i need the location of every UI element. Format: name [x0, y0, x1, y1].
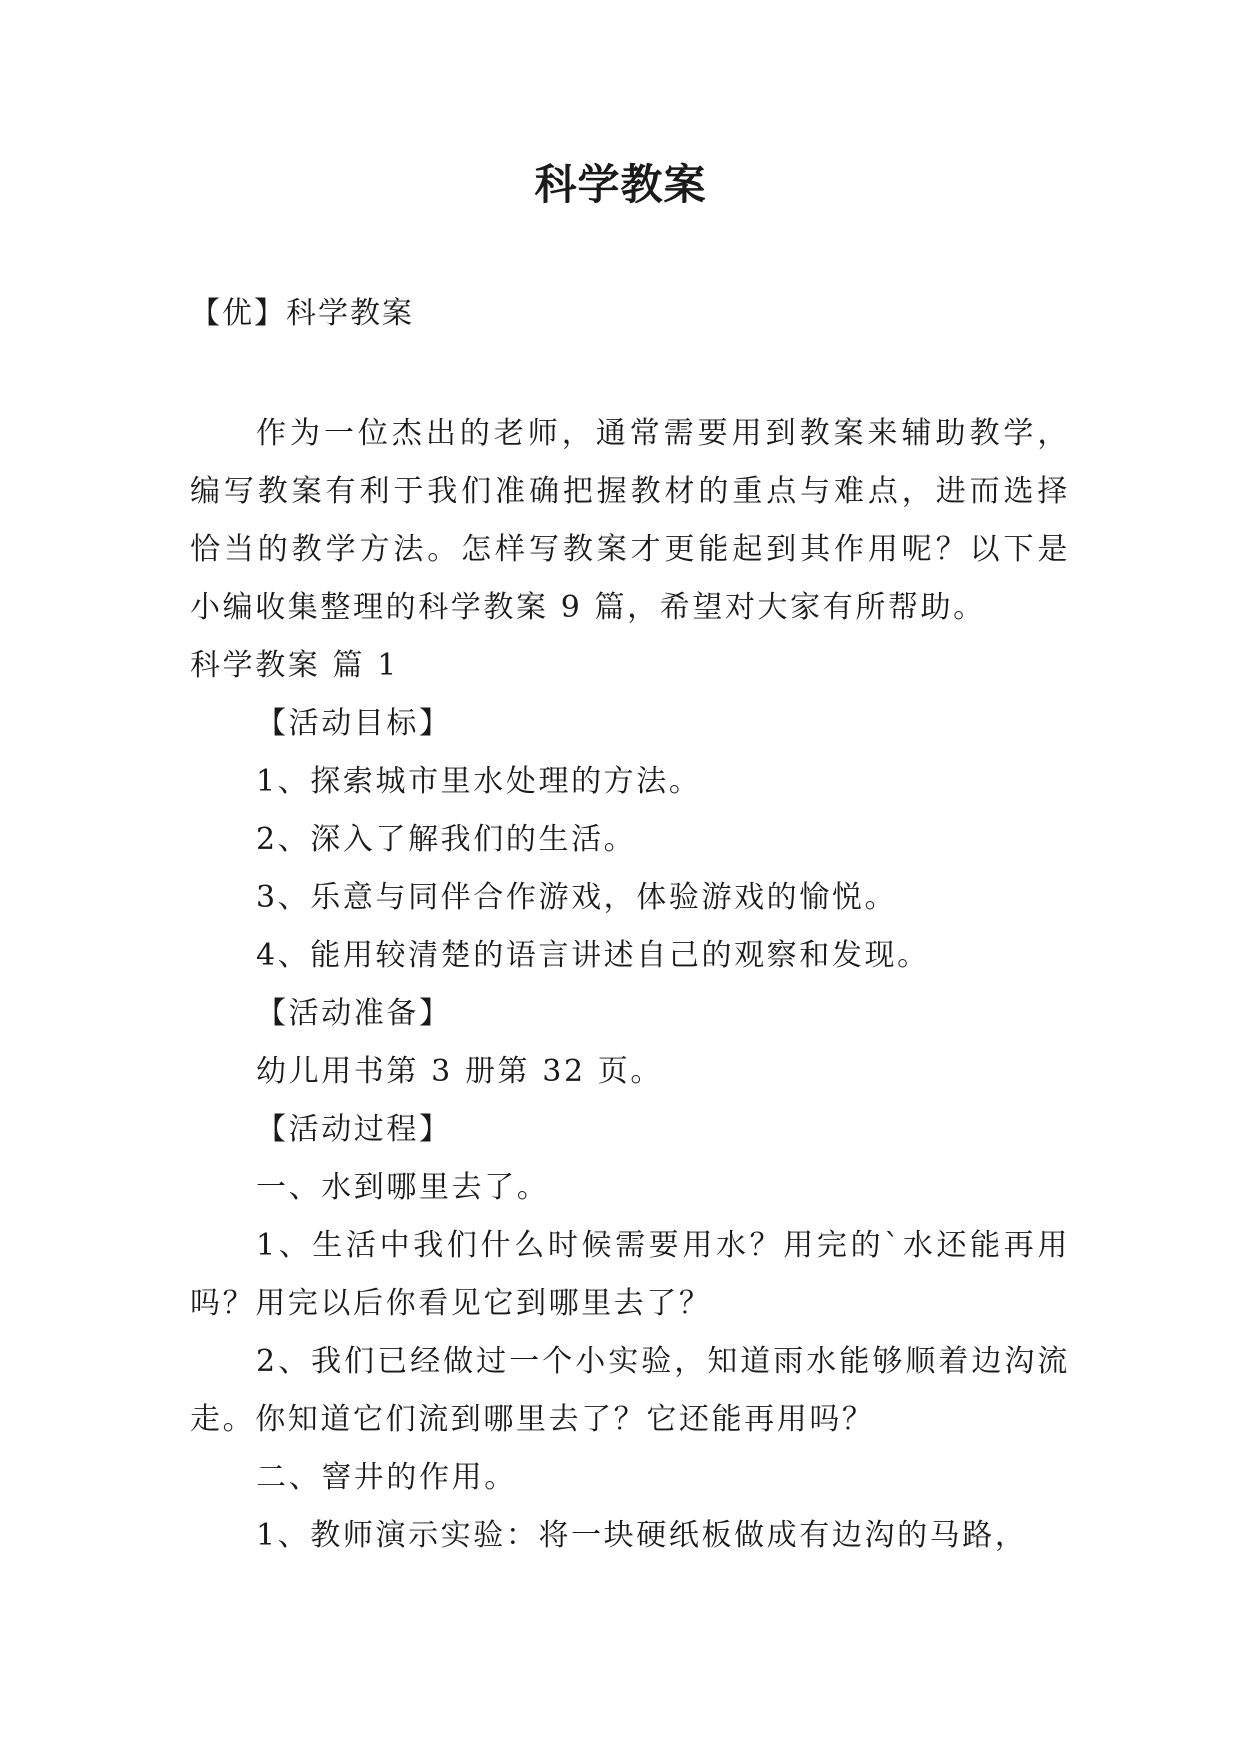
activity-goal-heading: 【活动目标】: [256, 706, 452, 741]
document-body: [190, 405, 1070, 1565]
goal-item: 4、能用较清楚的语言讲述自己的观察和发现。: [256, 938, 930, 973]
goal-item: 2、深入了解我们的生活。: [256, 822, 637, 857]
process-item: 1、生活中我们什么时候需要用水？用完的`水还能再用吗？用完以后你看见它到哪里去了？: [190, 1228, 1070, 1321]
process-item: 2、我们已经做过一个小实验，知道雨水能够顺着边沟流走。你知道它们流到哪里去了？它还能再用吗？: [190, 1344, 1070, 1437]
goal-item: 3、乐意与同伴合作游戏，体验游戏的愉悦。: [256, 880, 898, 915]
prep-text: 幼儿用书第 3 册第 32 页。: [256, 1054, 664, 1089]
activity-process-heading: 【活动过程】: [256, 1112, 452, 1147]
intro-paragraph: 作为一位杰出的老师，通常需要用到教案来辅助教学，编写教案有利于我们准确把握教材的重点与难点，进而选择恰当的教学方法。怎样写教案才更能起到其作用呢？以下是小编收集整理的科学教案 9 篇，希望对大家有所帮助。: [190, 416, 1070, 625]
document-subtitle: 【优】科学教案: [190, 296, 414, 331]
activity-prep-heading: 【活动准备】: [256, 996, 452, 1031]
process-part2-heading: 二、窨井的作用。: [256, 1460, 517, 1495]
section-heading: 科学教案 篇 1: [190, 648, 399, 683]
process-part1-heading: 一、水到哪里去了。: [256, 1170, 550, 1205]
process-item: 1、教师演示实验：将一块硬纸板做成有边沟的马路，: [256, 1518, 1028, 1553]
goal-item: 1、探索城市里水处理的方法。: [256, 764, 702, 799]
document-title: 科学教案: [534, 160, 707, 209]
